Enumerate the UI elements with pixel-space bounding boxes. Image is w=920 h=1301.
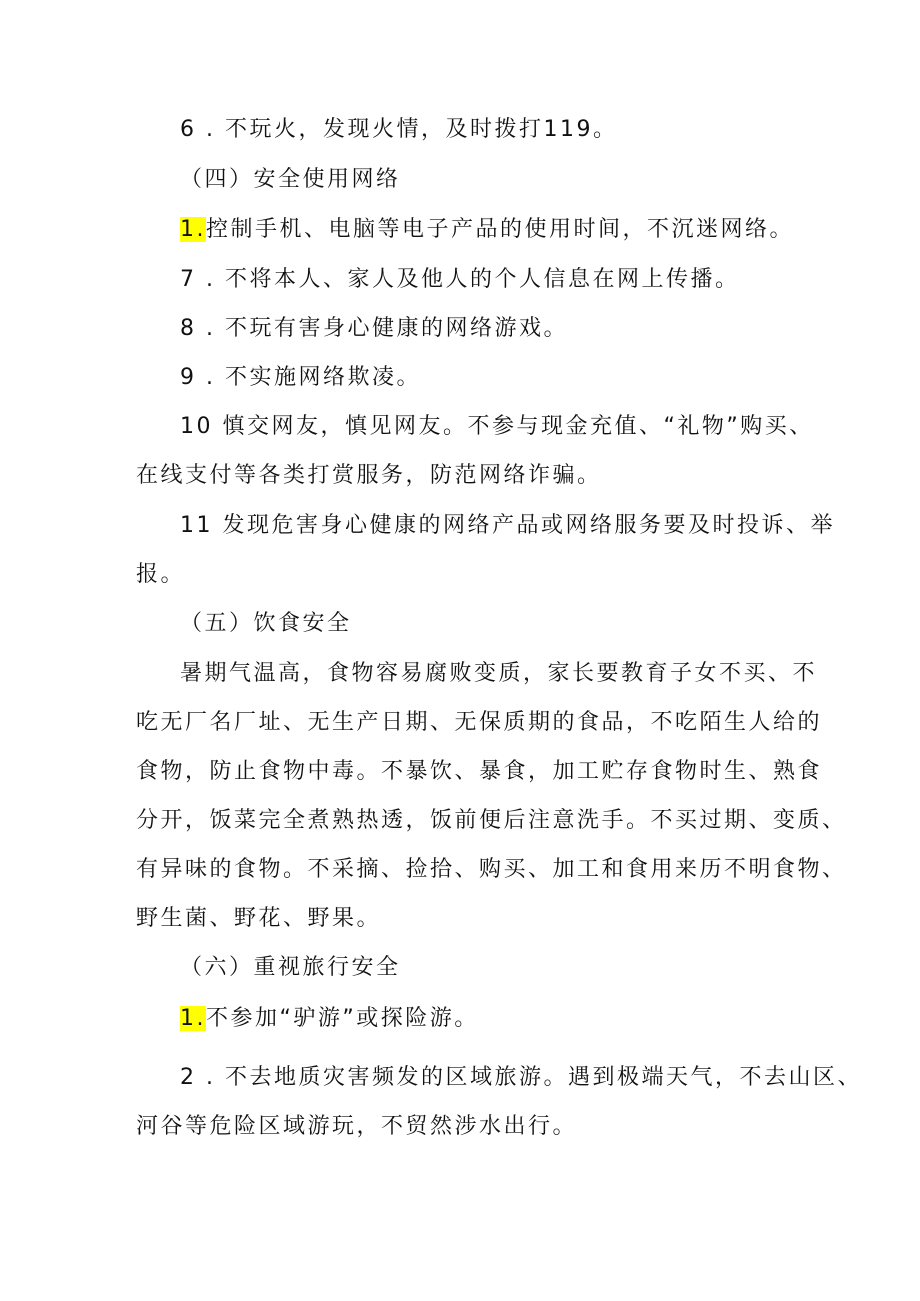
highlighted-number: 1. bbox=[180, 217, 206, 242]
item-network-9: 9 . 不实施网络欺凌。 bbox=[180, 365, 421, 390]
item-travel-2-line-1: 2 . 不去地质灾害频发的区域旅游。遇到极端天气，不去山区、 bbox=[180, 1065, 862, 1090]
section-heading-food-safety: （五）饮食安全 bbox=[180, 611, 352, 636]
item-network-8: 8 . 不玩有害身心健康的网络游戏。 bbox=[180, 316, 568, 341]
item-network-1-text: 控制手机、电脑等电子产品的使用时间，不沉迷网络。 bbox=[206, 217, 795, 242]
item-network-10-line-2: 在线支付等各类打赏服务，防范网络诈骗。 bbox=[136, 463, 602, 488]
food-paragraph-line-1: 暑期气温高，食物容易腐败变质，家长要教育子女不买、不 bbox=[180, 661, 818, 686]
food-paragraph-line-6: 野生菌、野花、野果。 bbox=[136, 906, 382, 931]
item-travel-2-line-2: 河谷等危险区域游玩，不贸然涉水出行。 bbox=[136, 1114, 578, 1139]
item-network-11-line-1: 11 发现危害身心健康的网络产品或网络服务要及时投诉、举 bbox=[180, 513, 835, 538]
item-network-11-line-2: 报。 bbox=[136, 562, 186, 587]
section-heading-travel-safety: （六）重视旅行安全 bbox=[180, 955, 401, 980]
food-paragraph-line-4: 分开，饭菜完全煮熟热透，饭前便后注意洗手。不买过期、变质、 bbox=[136, 808, 847, 833]
item-fire-safety: 6 . 不玩火，发现火情，及时拨打119。 bbox=[180, 117, 618, 142]
item-travel-1-text: 不参加“驴游”或探险游。 bbox=[206, 1006, 479, 1031]
highlighted-number: 1. bbox=[180, 1006, 206, 1031]
food-paragraph-line-2: 吃无厂名厂址、无生产日期、无保质期的食品，不吃陌生人给的 bbox=[136, 710, 823, 735]
item-network-7: 7 . 不将本人、家人及他人的个人信息在网上传播。 bbox=[180, 267, 740, 292]
food-paragraph-line-3: 食物，防止食物中毒。不暴饮、暴食，加工贮存食物时生、熟食 bbox=[136, 759, 823, 784]
item-network-1 bbox=[180, 215, 920, 245]
item-travel-1 bbox=[180, 1004, 920, 1034]
item-network-10-line-1: 10 慎交网友，慎见网友。不参与现金充值、“礼物”购买、 bbox=[180, 414, 814, 439]
food-paragraph-line-5: 有异味的食物。不采摘、捡拾、购买、加工和食用来历不明食物、 bbox=[136, 857, 847, 882]
section-heading-network-safety: （四）安全使用网络 bbox=[180, 167, 401, 192]
